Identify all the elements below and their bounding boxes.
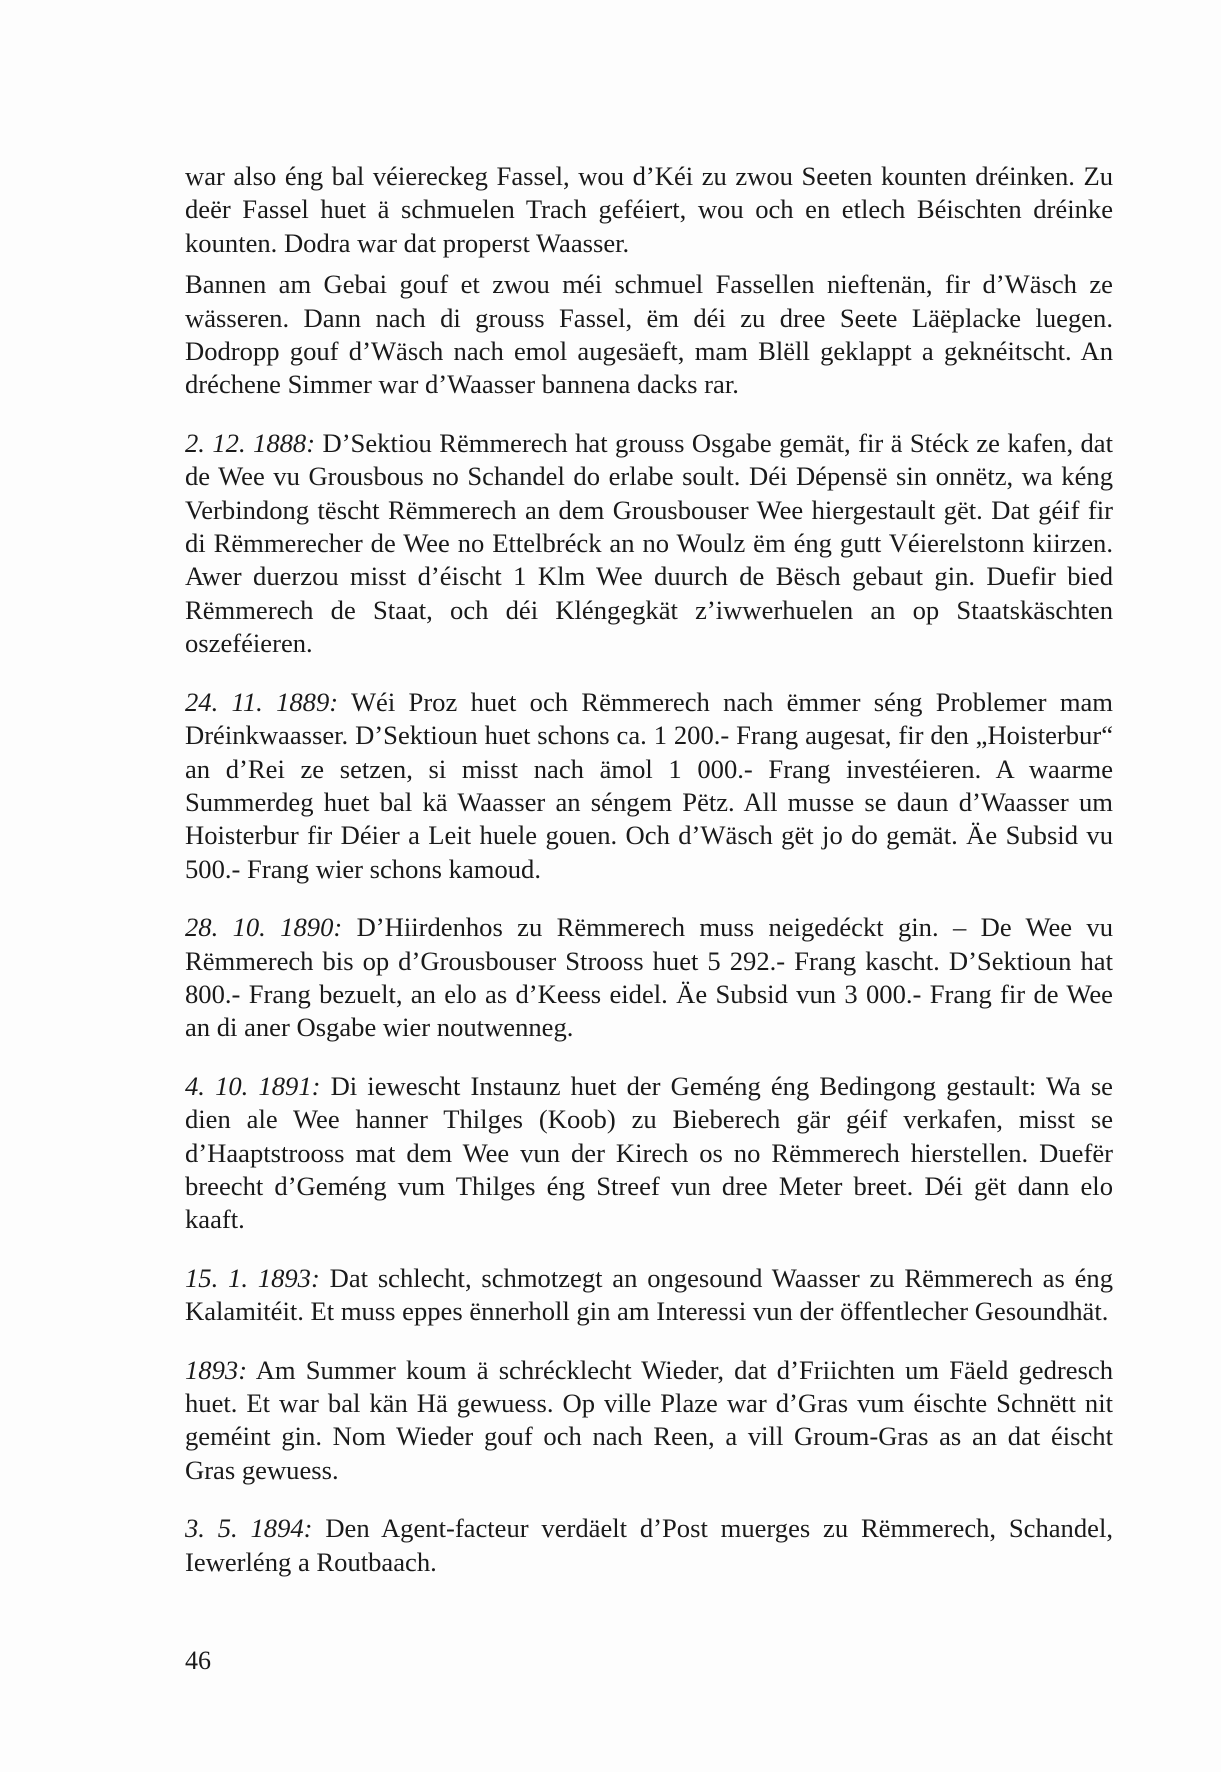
chronicle-entry [185, 1512, 1113, 1579]
chronicle-entry [185, 1070, 1113, 1237]
entry-text: Wéi Proz huet och Rëmmerech nach ëmmer séng Problemer mam Dréinkwaasser. D’Sektioun huet schons ca. 1 200.- Frang augesat, fir den „Hoisterbur“ an d’Rei ze setzen, si misst nach ämol 1 000.- Frang investéieren. A waarme Summerdeg huet bal kä Waasser an séngem Pëtz. All musse se daun d’Waasser um Hoisterbur fir Déier a Leit huele gouen. Och d’Wäsch gët jo do gemät. Äe Subsid vu 500.- Frang wier schons kamoud. [185, 686, 1113, 884]
entry-date: 3. 5. 1894: [185, 1513, 313, 1544]
entry-text: Dat schlecht, schmotzegt an ongesound Waasser zu Rëmmerech as éng Kalamitéit. Et muss eppes ënnerholl gin am Interessi vun der öffentlecher Gesoundhät. [185, 1262, 1113, 1327]
page-body-text [185, 160, 1113, 1579]
entry-text: Di iewescht Instaunz huet der Geméng éng Bedingong gestault: Wa se dien ale Wee hanner Thilges (Koob) zu Bieberech gär géif verkafen, misst se d’Haaptstrooss mat dem Wee vun der Kirech os no Rëmmerech hierstellen. Duefër breecht d’Geméng vum Thilges éng Streef vun dree Meter breet. Déi gët dann elo kaaft. [185, 1070, 1113, 1235]
intro-paragraph-1: war also éng bal véiereckeg Fassel, wou d’Kéi zu zwou Seeten kounten dréinken. Zu deër Fassel huet ä schmuelen Trach geféiert, wou och en etlech Béischten dréinke kounten. Dodra war dat properst Waasser. [185, 161, 1113, 258]
entry-date: 24. 11. 1889: [185, 686, 339, 717]
intro-paragraph-2: Bannen am Gebai gouf et zwou méi schmuel Fassellen nieftenän, fir d’Wäsch ze wässeren. Dann nach di grouss Fassel, ëm déi zu dree Seete Läëplacke luegen. Dodropp gouf d’Wäsch nach emol augesäeft, mam Blëll geklappt a geknéitscht. An dréchene Simmer war d’Waasser bannena dacks rar. [185, 269, 1113, 400]
entry-text: D’Sektiou Rëmmerech hat grouss Osgabe gemät, fir ä Stéck ze kafen, dat de Wee vu Grousbous no Schandel do erlabe soult. Déi Dépensë sin onnëtz, wa kéng Verbindong tëscht Rëmmerech an dem Grousbouser Wee hiergestault gët. Dat géif fir di Rëmmerecher de Wee no Ettelbréck an no Woulz ëm éng gutt Véierelstonn kiirzen. Awer duerzou misst d’éischt 1 Klm Wee duurch de Bësch gebaut gin. Duefir bied Rëmmerech de Staat, och déi Kléngegkät z’iwwerhuelen an op Staatskäschten oszeféieren. [185, 427, 1114, 659]
chronicle-entry [185, 686, 1113, 886]
chronicle-entry [185, 1354, 1113, 1488]
chronicle-entry [185, 1262, 1113, 1329]
chronicle-entry [185, 911, 1113, 1045]
entry-text: Am Summer koum ä schrécklecht Wieder, dat d’Friichten um Fäeld gedresch huet. Et war bal kän Hä gewuess. Op ville Plaze war d’Gras vum éischte Schnëtt nit geméint gin. Nom Wieder gouf och nach Reen, a vill Groum-Gras as an dat éischt Gras gewuess. [185, 1354, 1113, 1485]
entry-date: 28. 10. 1890: [185, 912, 343, 943]
entry-date: 1893: [185, 1354, 248, 1385]
page-number: 46 [185, 1646, 211, 1675]
entry-date: 2. 12. 1888: [185, 427, 316, 458]
chronicle-entry [185, 427, 1113, 661]
entry-date: 4. 10. 1891: [185, 1070, 321, 1101]
entry-date: 15. 1. 1893: [185, 1262, 320, 1293]
entry-text: Den Agent-facteur verdäelt d’Post muerges zu Rëmmerech, Schandel, Iewerléng a Routbaach. [185, 1513, 1113, 1577]
entry-text: D’Hiirdenhos zu Rëmmerech muss neigedéckt gin. – De Wee vu Rëmmerech bis op d’Grousbouser Strooss huet 5 292.- Frang kascht. D’Sektioun hat 800.- Frang bezuelt, an elo as d’Keess eidel. Äe Subsid vun 3 000.- Frang fir de Wee an di aner Osgabe wier noutwenneg. [185, 912, 1114, 1043]
